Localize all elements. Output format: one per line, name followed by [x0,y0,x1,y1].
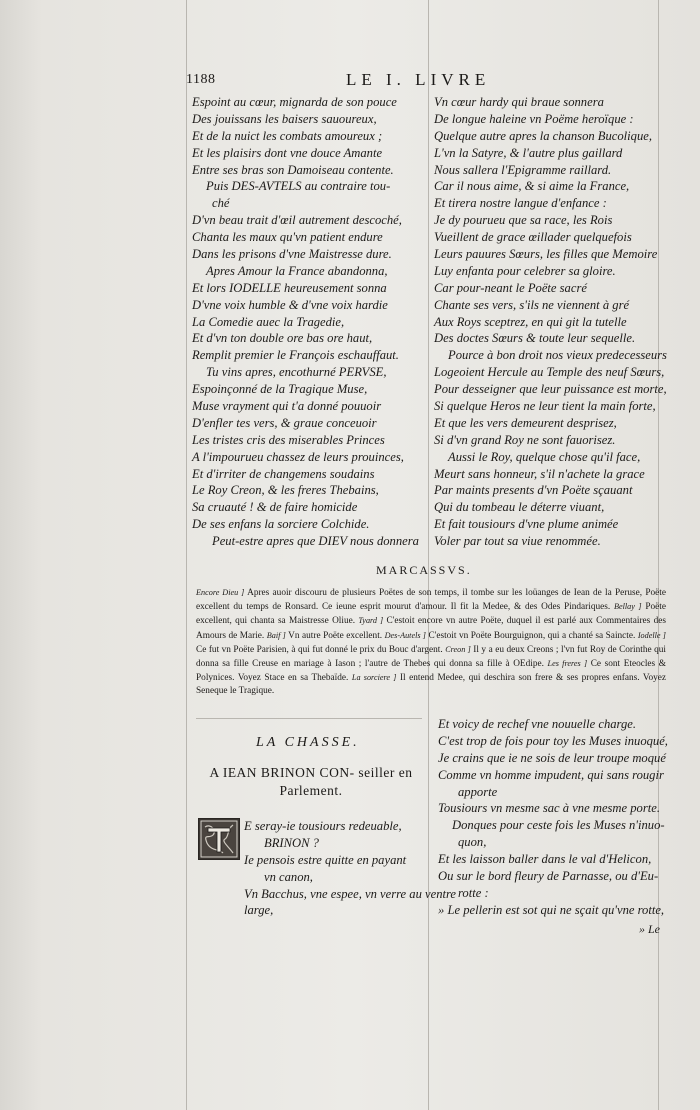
running-head: LE I. LIVRE [346,70,491,89]
column-rule [428,0,429,1110]
verse-line: E seray-ie tousiours redeuable, [244,819,402,833]
note-label: Baif ] [266,630,286,640]
verse-line: Par maints presents d'vn Poëte sçauant [434,483,633,498]
note-text: Poëte excellent, qui chanta sa Maistresse Oliue. [196,602,666,627]
verse-line: De longue haleine vn Poëme heroïque : [434,111,634,126]
verse-line: Leurs pauures Sœurs, les filles que Memoire [434,247,658,262]
section-title: LA CHASSE. [256,735,360,750]
chasse-left-lines [244,818,456,919]
note-text: Apres auoir discouru de plusieurs Poëtes de son temps, il tombe sur les loüanges de Iean de la Peruse, Poëte excellent du temps de Ronsard. Ce ieune esprit mourut d'amour. Il fit la Medee, & des Odes Pindariques. [196,588,666,613]
verse-line: Des doctes Sœurs & toute leur sequelle. [434,331,636,346]
verse-line: apporte [458,784,498,799]
verse-line: Qui du tombeau le déterre viuant, [434,500,605,515]
verse-line: Quelque autre apres la chanson Bucolique, [434,128,653,143]
verse-line: Comme vn homme impudent, qui sans rougir [438,767,664,782]
verse-line: Pource à bon droit nos vieux predecesseurs [448,348,667,363]
verse-line: Aux Roys sceptrez, en qui git la tutelle [434,314,627,329]
verse-line: Et les plaisirs dont vne douce Amante [192,145,383,160]
verse-line: Muse vrayment qui t'a donné pouuoir [192,399,382,414]
chasse-right-lines [438,716,668,919]
note-text: Vn autre Poëte excellent. [285,630,385,641]
note-text: Ce fut vn Poëte Parisien, à qui fut donné le prix du Bouc d'argent. [196,644,446,655]
verse-line: C'est trop de fois pour toy les Muses inuoqué, [438,733,668,748]
note-label: Creon ] [445,644,471,654]
verse-line: Peut-estre apres que DIEV nous donnera [212,534,419,549]
note-label: Des-Autels ] [384,630,426,640]
verse-line: Et de la nuict les combats amoureux ; [192,128,383,143]
verse-line: Si d'vn grand Roy ne sont fauorisez. [434,432,616,447]
verse-line: Et lors IODELLE heureusement sonna [192,280,387,295]
verse-line: vn canon, [264,869,313,884]
note-text: C'estoit encore vn autre Poëte, duquel il est parlé aux Commentaires des Amours de Marie. [196,616,666,641]
verse-line: Chante ses vers, s'ils ne viennent à gré [434,297,630,312]
verse-line: Et fait tousiours d'vne plume animée [434,517,619,532]
commentary-title: MARCASSVS. [376,563,472,577]
verse-line: Tu vins apres, encothurné PERVSE, [206,365,387,380]
section-dedication: A IEAN BRINON CON- seiller en Parlement. [209,765,413,798]
verse-line: BRINON ? [264,835,319,850]
verse-line: D'vn beau trait d'œil autrement descoché, [192,213,402,228]
verse-line: Car il nous aime, & si aime la France, [434,179,630,194]
verse-line: Vn cœur hardy qui braue sonnera [434,95,604,109]
verse-line: Et que les vers demeurent desprisez, [434,415,617,430]
verse-line: Espoinçonné de la Tragique Muse, [192,382,368,397]
verse-line: Apres Amour la France abandonna, [206,263,388,278]
left-verse-column [192,94,419,550]
verse-line: Voler par tout sa viue renommée. [434,534,601,549]
note-text: Il entend Medee, qui deschira son frere & ses propres enfans. Voyez Seneque le Tragique. [196,673,666,697]
verse-line: Meurt sans honneur, s'il n'achete la grace [434,466,645,481]
verse-line: Puis DES-AVTELS au contraire tou- [206,179,391,194]
verse-line: Car pour-neant le Poëte sacré [434,280,587,295]
verse-line: La Comedie auec la Tragedie, [192,314,345,329]
note-text: Il y a eu deux Creons ; l'vn fut Roy de Corinthe qui donna sa fille Creuse en mariage à Iason ; l'autre de Thebes qui donna sa fille à OEdipe. [196,644,666,670]
verse-line: Et tirera nostre langue d'enfance : [434,196,607,211]
catchword: » Le [639,922,660,936]
verse-line: Donques pour ceste fois les Muses n'inuo- [452,818,665,833]
verse-line: large, [244,903,274,918]
gutter-rule [186,0,187,1110]
verse-line: Et les laisson baller dans le val d'Helicon, [438,852,652,867]
page-header [186,72,660,92]
verse-line: Je dy pourueu que sa race, les Rois [434,213,613,228]
verse-line: Ie pensois estre quitte en payant [244,852,407,867]
verse-line: Et voicy de rechef vne nouuelle charge. [438,717,637,731]
verse-line: L'vn la Satyre, & l'autre plus gaillard [434,145,623,160]
ornamental-initial-icon [198,818,240,860]
verse-line: Des jouissans les baisers sauoureux, [192,111,377,126]
verse-line: Tousiours vn mesme sac à vne mesme porte. [438,801,660,816]
verse-line: Espoint au cœur, mignarda de son pouce [192,95,397,109]
verse-line: A l'impourueu chassez de leurs prouinces, [192,449,404,464]
verse-line: Vueillent de grace œillader quelquefois [434,230,632,245]
verse-line: De ses enfans la sorciere Colchide. [192,517,370,532]
verse-line: quon, [458,835,487,850]
verse-line: Ou sur le bord fleury de Parnasse, ou d'Eu- [438,869,659,884]
commentary-notes [196,586,666,699]
verse-line: Pour desseigner que leur puissance est morte, [434,382,667,397]
verse-line: Sa cruauté ! & de faire homicide [192,500,358,515]
note-text: Ce sont Eteocles & Polynices. Voyez Stace en sa Thebaïde. [196,659,666,684]
verse-line: Chanta les maux qu'vn patient endure [192,230,383,245]
verse-line: Remplit premier le François eschauffaut. [192,348,399,363]
verse-line: D'enfler tes vers, & graue conceuoir [192,415,377,430]
verse-line: D'vne voix humble & d'vne voix hardie [192,297,388,312]
note-text: C'estoit vn Poëte Bourguignon, qui a chanté sa Saincte. [425,630,638,641]
verse-line: Dans les prisons d'vne Maistresse dure. [192,247,392,262]
verse-line: ché [212,196,230,211]
verse-line: rotte : [458,885,489,900]
verse-line: Et d'irriter de changemens soudains [192,466,375,481]
verse-line: Si quelque Heros ne leur tient la main forte, [434,399,656,414]
verse-line: Aussi le Roy, quelque chose qu'il face, [448,449,641,464]
verse-line: Vn Bacchus, vne espee, vn verre au ventre [244,886,457,901]
verse-line: Le Roy Creon, & les freres Thebains, [192,483,379,498]
section-rule [196,718,422,719]
verse-line: Et d'vn ton double ore bas ore haut, [192,331,373,346]
note-label: Iodelle ] [637,630,666,640]
verse-line: Luy enfanta pour celebrer sa gloire. [434,263,616,278]
note-label: La sorciere ] [351,673,397,683]
note-label: Les freres ] [547,659,588,669]
verse-line: Nous sallera l'Epigramme raillard. [434,162,612,177]
note-label: Encore Dieu ] [196,588,245,597]
verse-line: Les tristes cris des miserables Princes [192,432,385,447]
note-label: Bellay ] [613,602,642,612]
note-label: Tyard ] [358,616,384,626]
verse-line: Je crains que ie ne sois de leur troupe moqué [438,750,666,765]
verse-line: » Le pellerin est sot qui ne sçait qu'vne rotte, [438,902,665,917]
verse-line: Entre ses bras son Damoiseau contente. [192,162,394,177]
verse-line: Logeoient Hercule au Temple des neuf Sœurs, [434,365,665,380]
right-verse-column [434,94,667,550]
page-number: 1188 [186,72,216,87]
